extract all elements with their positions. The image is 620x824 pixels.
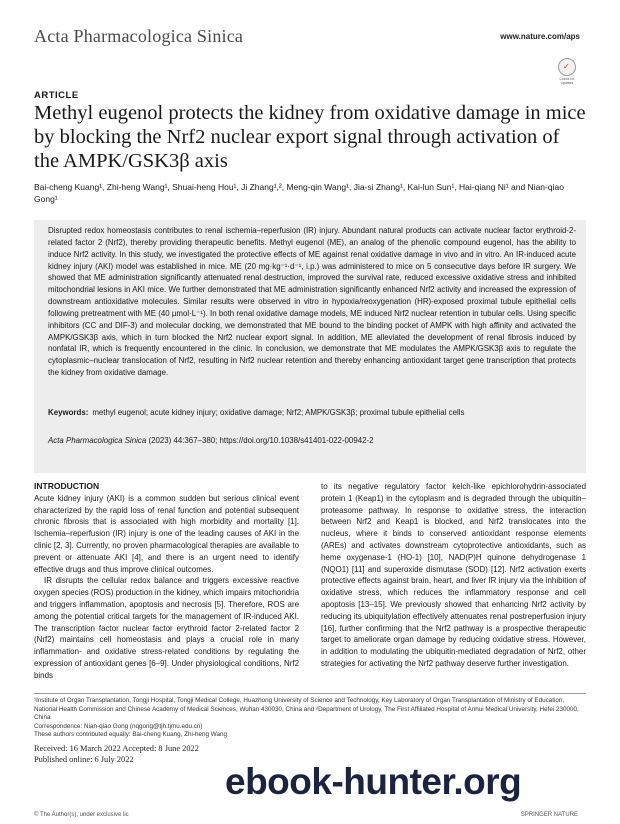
abstract-text: Disrupted redox homeostasis contributes to renal ischemia–reperfusion (IR) injury. Abundant natural products can activate nuclear factor erythroid-2-related factor 2 (Nrf2), thereby providing therapeutic benefits. Methyl eugenol (ME), an analog of the phenolic compound eugenol, has the ability to induce Nrf2 activity. In this study, we investigated the protective effects of ME against renal oxidative damage in vivo and in vitro. An IR-induced acute kidney injury (AKI) model was established in mice. ME (20 mg·kg⁻¹·d⁻¹, i.p.) was administered to mice on 5 consecutive days before IR surgery. We showed that ME administration significantly attenuated renal destruction, improved the survival rate, reduced excessive oxidative stress and inhibited mitochondrial lesions in AKI mice. We further demonstrated that ME administration significantly enhanced Nrf2 activity and increased the expression of downstream antioxidative molecules. Similar results were observed in vitro in hypoxia/reoxygenation (HR)-exposed proximal tubule epithelial cells following pretreatment with ME (40 µmol·L⁻¹). In both renal oxidative damage models, ME induced Nrf2 nuclear retention in tubular cells. Using specific inhibitors (CC and DIF-3) and molecular docking, we demonstrated that ME bound to the binding pocket of AMPK with high affinity and activated the AMPK/GSK3β axis, which in turn blocked the Nrf2 nuclear export signal. In addition, ME alleviated the development of renal fibrosis induced by nonfatal IR, which is frequently encountered in the clinic. In conclusion, we demonstrate that ME modulates the AMPK/GSK3β axis to regulate the cytoplasmic–nuclear translocation of Nrf2, resulting in Nrf2 nuclear retention and thereby enhancing antioxidant target gene transcription that protects the kidney from oxidative damage. [48,226,576,378]
article-type-label: ARTICLE [34,90,79,101]
correspondence-text[interactable]: Correspondence: Nian-qiao Gong (nqgong@tjh.tjmu.edu.cn) [34,722,203,730]
intro-heading: INTRODUCTION [34,481,100,491]
footnote-divider [34,693,586,694]
published-date: Published online: 6 July 2022 [34,754,134,764]
check-updates-icon: ✓ [558,58,576,76]
intro-paragraph-3: to its negative regulatory factor kelch-like epichlorohydrin-associated protein 1 (Keap1) in the cytoplasm and is degraded through the ubiquitin–proteasome pathway. In response to oxidative stress, the interaction between Nrf2 and Keap1 is blocked, and Nrf2 translocates into the nucleus, where it binds to conserved antioxidant response elements (AREs) and activates downstream cytoprotective antioxidants, such as heme oxygenase-1 (HO-1) [10], NAD(P)H quinone dehydrogenase 1 (NQO1) [11] and superoxide dismutase (SOD) [12]. Nrf2 activation exerts protective effects against brain, heart, and liver IR injury via the inhibition of oxidative stress, which reduces the inflammatory response and cell apoptosis [13–15]. We previously showed that enhancing Nrf2 activity by reducing its ubiquitylation effectively attenuates renal postreperfusion injury [16], further confirming that the Nrf2 pathway is a prospective therapeutic target to ameliorate organ damage by reducing oxidative stress. However, in addition to modulating the ubiquitin-mediated degradation of Nrf2, other strategies for activating the Nrf2 pathway deserve further investigation. [321,482,586,668]
dates-block [34,744,199,765]
keywords-text: methyl eugenol; acute kidney injury; oxidative damage; Nrf2; AMPK/GSK3β; proximal tubule epithelial cells [92,408,465,417]
watermark-text: ebook-hunter.org [225,761,522,802]
publisher-logo: SPRINGER NATURE [520,812,578,818]
received-accepted-date: Received: 16 March 2022 Accepted: 8 June 2022 [34,744,199,753]
column-right [321,481,586,670]
article-title: Methyl eugenol protects the kidney from oxidative damage in mice by blocking the Nrf2 nuclear export signal through activation of the AMPK/GSK3β axis [34,102,586,172]
copyright-text: © The Author(s), under exclusive lic [34,812,129,818]
author-list: Bai-cheng Kuang¹, Zhi-heng Wang¹, Shuai-heng Hou¹, Ji Zhang¹,², Meng-qin Wang¹, Jia-si Zhang¹, Kai-lun Sun¹, Hai-qiang Ni¹ and Nian-qiao Gong¹ [34,182,564,204]
intro-paragraph-2: IR disrupts the cellular redox balance and triggers excessive reactive oxygen species (ROS) production in the kidney, which impairs mitochondria and triggers inflammation, apoptosis and necrosis [5]. Therefore, ROS are among the potential critical targets for the management of IR-induced AKI. The transcription factor nuclear factor erythroid factor 2-related factor 2 (Nrf2) maintains cell homeostasis and plays a crucial role in many inflammation- and oxidative stress-related conditions by regulating the expression of antioxidant genes [6–9]. Under physiological conditions, Nrf2 binds [34,576,299,680]
check-for-updates-badge[interactable] [556,58,578,84]
check-updates-label: Check for updates [559,77,575,85]
intro-paragraph-1: Acute kidney injury (AKI) is a common sudden but serious clinical event characterized by the rapid loss of renal function and potential subsequent chronic fibrosis that is associated with high morbidity and mortality [1]. Ischemia–reperfusion (IR) injury is one of the leading causes of AKI in the clinic [2, 3]. Currently, no proven pharmacological therapies are available to prevent or attenuate AKI [4], and there is an urgent need to identify effective drugs and thus improve clinical outcomes. [34,493,299,574]
citation-journal: Acta Pharmacologica Sinica [48,436,147,445]
citation-line [48,436,576,445]
column-left [34,481,299,682]
footnote-block [34,697,586,740]
equal-contribution-text: These authors contributed equally: Bai-cheng Kuang, Zhi-heng Wang [34,731,227,739]
keywords-line [48,408,576,417]
citation-details[interactable]: (2023) 44:367–380; https://doi.org/10.1038/s41401-022-00942-2 [146,436,374,445]
keywords-label: Keywords: [48,408,89,417]
journal-name: Acta Pharmacologica Sinica [34,26,244,46]
journal-url-link[interactable]: www.nature.com/aps [500,32,580,41]
affiliation-text: ¹Institute of Organ Transplantation, Tongji Hospital, Tongji Medical College, Huazhong University of Science and Technology, Key Laboratory of Organ Transplantation of Ministry of Education, National Health Commission and Chinese Academy of Medical Sciences, Wuhan 430030, China and ²Department of Urology, The First Affiliated Hospital of Anhui Medical University, Hefei 230000, China [34,697,579,722]
